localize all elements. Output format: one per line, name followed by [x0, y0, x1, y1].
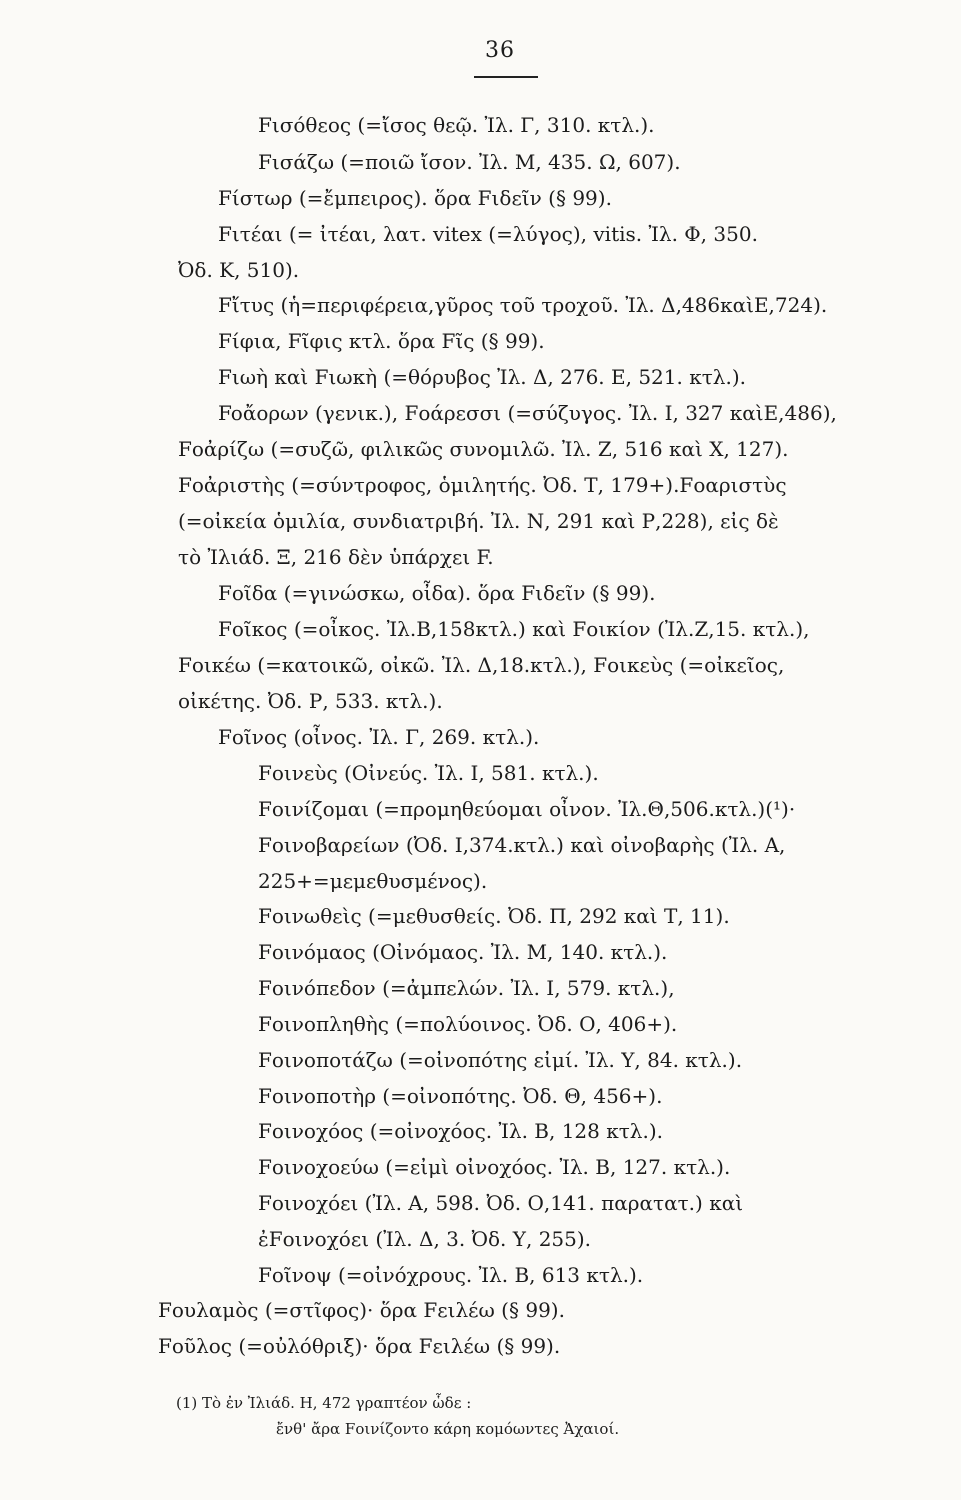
entry-line: Fοῖδα (=γινώσκω, οἶδα). ὅρα Fιδεῖν (§ 99). — [218, 581, 656, 605]
entry-line: Fοἀριστὴς (=σύντροφος, ὁμιλητής. Ὀδ. Τ, 179+).Fοαριστὺς — [178, 473, 787, 497]
entry-line: Fοινοποτάζω (=οἰνοπότης εἰμί. Ἰλ. Υ, 84. κτλ.). — [258, 1048, 743, 1072]
entry-line: Fιτέαι (= ἰτέαι, λατ. vitex (=λύγος), vitis. Ἰλ. Φ, 350. — [218, 222, 758, 246]
entry-line: Fἴτυς (ἡ=περιφέρεια,γῦρος τοῦ τροχοῦ. Ἰλ. Δ,486καὶΕ,724). — [218, 293, 828, 317]
entry-line: ἐFοινοχόει (Ἰλ. Δ, 3. Ὀδ. Υ, 255). — [258, 1227, 592, 1251]
entry-line: τὸ Ἰλιάδ. Ξ, 216 δὲν ὑπάρχει F. — [178, 545, 494, 569]
entry-line: Fοῦλος (=οὐλόθριξ)· ὅρα Fειλέω (§ 99). — [158, 1334, 561, 1358]
entry-line: Fισάζω (=ποιῶ ἴσον. Ἰλ. Μ, 435. Ω, 607). — [258, 150, 681, 174]
entry-line: Fοινόπεδον (=ἀμπελών. Ἰλ. Ι, 579. κτλ.), — [258, 976, 675, 1000]
entry-line: οἰκέτης. Ὀδ. Ρ, 533. κτλ.). — [178, 689, 443, 713]
footnote-line: (1) Τὸ ἐν Ἰλιάδ. Η, 472 γραπτέον ὧδε : — [176, 1394, 472, 1412]
entry-line: Fοινίζομαι (=προμηθεύομαι οἶνον. Ἰλ.Θ,506.κτλ.)(¹)· — [258, 797, 796, 821]
entry-line: Fοινοπληθὴς (=πολύοινος. Ὀδ. Ο, 406+). — [258, 1012, 678, 1036]
entry-line: Fοικέω (=κατοικῶ, οἰκῶ. Ἰλ. Δ,18.κτλ.), Fοικεὺς (=οἰκεῖος, — [178, 653, 785, 677]
entry-line: 225+=μεμεθυσμένος). — [258, 869, 488, 893]
entry-line: Fοῖκος (=οἶκος. Ἰλ.Β,158κτλ.) καὶ Fοικίον (Ἰλ.Ζ,15. κτλ.), — [218, 617, 810, 641]
entry-line: Fοινοχόει (Ἰλ. Α, 598. Ὀδ. Ο,141. παρατατ.) καὶ — [258, 1191, 744, 1215]
entry-line: Fοῖνος (οἶνος. Ἰλ. Γ, 269. κτλ.). — [218, 725, 540, 749]
entry-line: Fίφια, Fῖφις κτλ. ὅρα Fῖς (§ 99). — [218, 329, 545, 353]
entry-line: (=οἰκεία ὁμιλία, συνδιατριβή. Ἰλ. Ν, 291 καὶ Ρ,228), εἰς δὲ — [178, 509, 779, 533]
entry-line: Fοινοχόος (=οἰνοχόος. Ἰλ. Β, 128 κτλ.). — [258, 1119, 663, 1143]
entry-line: Fοινοποτὴρ (=οἰνοπότης. Ὀδ. Θ, 456+). — [258, 1084, 663, 1108]
page-number: 36 — [485, 38, 515, 63]
header-rule — [474, 76, 538, 78]
entry-line: Fοινοχοεύω (=εἰμὶ οἰνοχόος. Ἰλ. Β, 127. κτλ.). — [258, 1155, 731, 1179]
entry-line: Fουλαμὸς (=στῖφος)· ὅρα Fειλέω (§ 99). — [158, 1298, 565, 1322]
entry-line: Fοινωθεὶς (=μεθυσθείς. Ὀδ. Π, 292 καὶ Τ, 11). — [258, 904, 730, 928]
entry-line: Fοινεὺς (Οἰνεύς. Ἰλ. Ι, 581. κτλ.). — [258, 761, 599, 785]
entry-line: Fισόθεος (=ἴσος θεῷ. Ἰλ. Γ, 310. κτλ.). — [258, 113, 655, 137]
entry-line: Foἄορων (γενικ.), Fοάρεσσι (=σύζυγος. Ἰλ. Ι, 327 καὶΕ,486), — [218, 401, 837, 425]
entry-line: Fοινόμαος (Οἰνόμαος. Ἰλ. Μ, 140. κτλ.). — [258, 940, 668, 964]
entry-line: Fίστωρ (=ἔμπειρος). ὅρα Fιδεῖν (§ 99). — [218, 186, 612, 210]
entry-line: Ὀδ. Κ, 510). — [178, 258, 300, 282]
entry-line: Fοἀρίζω (=συζῶ, φιλικῶς συνομιλῶ. Ἰλ. Ζ, 516 καὶ Χ, 127). — [178, 437, 789, 461]
footnote-line: ἔνθ' ἄρα Fοινίζοντο κάρη κομόωντες Ἀχαιοί. — [276, 1420, 620, 1438]
entry-line: Fοῖνοψ (=οἰνόχρους. Ἰλ. Β, 613 κτλ.). — [258, 1263, 644, 1287]
entry-line: Fοινοβαρείων (Ὀδ. Ι,374.κτλ.) καὶ οἰνοβαρὴς (Ἰλ. Α, — [258, 833, 786, 857]
entry-line: Fιωὴ καὶ Fιωκὴ (=θόρυβος Ἰλ. Δ, 276. Ε, 521. κτλ.). — [218, 365, 746, 389]
